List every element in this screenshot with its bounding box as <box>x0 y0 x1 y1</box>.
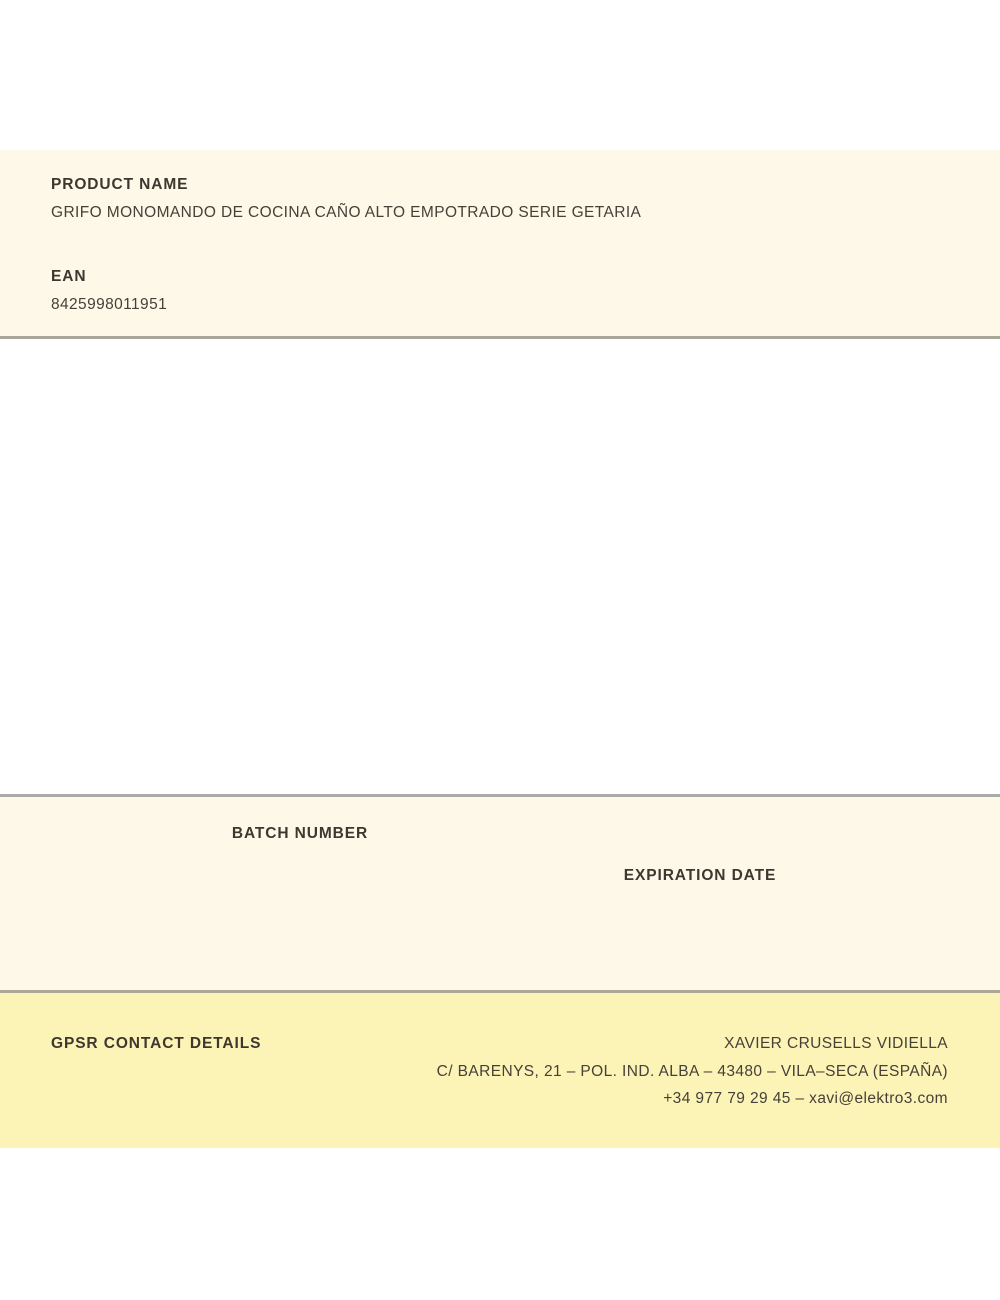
ean-label: EAN <box>51 268 87 285</box>
product-info-section <box>0 150 1000 339</box>
product-name-field <box>51 174 949 224</box>
ean-field <box>51 266 949 316</box>
expiration-date-label: EXPIRATION DATE <box>623 867 777 884</box>
gpsr-contact-section <box>0 993 1000 1148</box>
product-name-label: PRODUCT NAME <box>51 176 189 193</box>
batch-number-field <box>100 823 500 887</box>
gpsr-contact-lines <box>437 1030 948 1113</box>
contact-phone-email: +34 977 79 29 45 – xavi@elektro3.com <box>663 1090 948 1107</box>
batch-origin-section <box>0 794 1000 993</box>
batch-number-label: BATCH NUMBER <box>231 825 369 842</box>
contact-address: C/ BARENYS, 21 – POL. IND. ALBA – 43480 – VILA–SECA (ESPAÑA) <box>436 1062 948 1080</box>
gpsr-contact-label: GPSR CONTACT DETAILS <box>51 1035 262 1052</box>
contact-name: XAVIER CRUSELLS VIDIELLA <box>724 1035 948 1052</box>
expiration-date-field <box>500 865 900 887</box>
ean-value: 8425998011951 <box>51 296 168 313</box>
product-name-value: GRIFO MONOMANDO DE COCINA CAÑO ALTO EMPOTRADO SERIE GETARIA <box>51 204 642 221</box>
